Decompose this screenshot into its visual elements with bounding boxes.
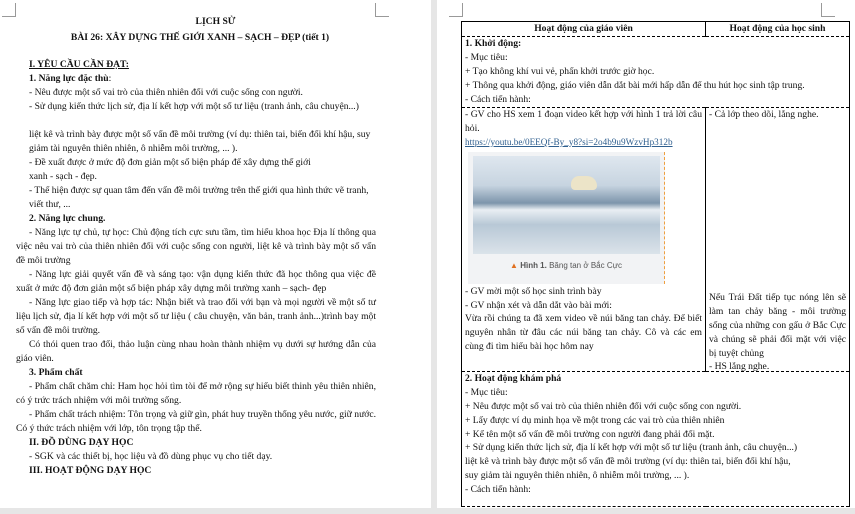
- paragraph: - Phẩm chất trách nhiệm: Tôn trọng và giữ gìn, phát huy truyền thống yêu nước, giữ nước. Có ý thức trách nhiệm với lớp, tôn trọng tập thể.: [16, 409, 376, 434]
- lesson-title: BÀI 26: XÂY DỰNG THẾ GIỚI XANH – SẠCH – ĐẸP (tiết 1): [70, 32, 330, 43]
- subheading: 3. Phẩm chất: [29, 367, 83, 378]
- header-teacher: Hoạt động của giáo viên: [462, 22, 706, 37]
- teacher-instruction: - GV mời một số học sinh trình bày: [465, 285, 602, 297]
- polar-bear-figure: [571, 176, 597, 190]
- list-item: suy giảm tài nguyên thiên nhiên, ô nhiễm môi trường, ... ).: [465, 470, 690, 482]
- paragraph: xanh - sạch - đẹp.: [29, 171, 97, 182]
- student-activity: - HS lắng nghe.: [709, 361, 770, 373]
- list-item: + Thông qua khởi động, giáo viên dẫn dắt bài mới hấp dẫn để thu hút học sinh tập trung.: [465, 79, 805, 91]
- triangle-icon: ▲: [510, 260, 518, 270]
- student-activity: - Cả lớp theo dõi, lắng nghe.: [709, 108, 819, 120]
- list-item: - Cách tiến hành:: [465, 93, 531, 105]
- video-link[interactable]: https://youtu.be/0EEQf-By_y8?si=2o4b9u9WzvHp312b: [465, 136, 673, 147]
- paragraph: - Năng lực tự chủ, tự học: Chủ động tích cực sưu tầm, tìm hiểu khoa học Địa lí thông qua việc nêu vai trò của thiên nhiên đối với cuộc sống con người, liệt kê và trình bày một số vấn đề môi trường: [16, 227, 376, 266]
- list-item: - Mục tiêu:: [465, 386, 508, 398]
- table-row: [462, 107, 850, 371]
- page-1: [0, 0, 431, 508]
- margin-mark: [449, 3, 463, 17]
- activity-title: 2. Hoạt động khám phá: [465, 372, 562, 384]
- section-heading: III. HOẠT ĐỘNG DẠY HỌC: [29, 465, 152, 476]
- list-item: + Tạo không khí vui vẻ, phấn khởi trước giờ học.: [465, 65, 655, 77]
- paragraph: - Sử dụng kiến thức lịch sử, địa lí kết hợp với một số tư liệu (tranh ảnh, câu chuyện...): [29, 101, 359, 112]
- subject-title: LỊCH SỬ: [195, 16, 236, 27]
- list-item: - Cách tiến hành:: [465, 484, 531, 496]
- subheading: 2. Năng lực chung.: [29, 213, 106, 224]
- polar-bear-image: [468, 152, 665, 284]
- table-header-row: [462, 22, 850, 37]
- paragraph: - Năng lực giải quyết vấn đề và sáng tạo: vận dụng kiến thức đã học thông qua việc đề xuất ở mức độ đơn giản một số biện pháp xây dựng môi trường xanh – sạch- đẹp: [16, 269, 376, 294]
- colon: :: [108, 73, 112, 84]
- paragraph: liệt kê và trình bày được một số vấn đề môi trường (ví dụ: thiên tai, biến đổi khí hậu, suy giảm tài nguyên thiên nhiên, ô nhiễm môi trường, ... ).: [29, 129, 371, 154]
- table-row: [462, 36, 850, 107]
- paragraph: - Đề xuất được ở mức độ đơn giản một số biện pháp để xây dựng thế giới: [29, 157, 311, 168]
- image-caption: ▲ Hình 1. Băng tan ở Bắc Cực: [510, 260, 622, 270]
- list-item: + Sử dụng kiến thức lịch sử, địa lí kết hợp với một số tư liệu (tranh ảnh, câu chuyện...): [465, 442, 798, 454]
- page-2: [437, 0, 855, 508]
- teacher-instruction: - GV cho HS xem 1 đoạn video kết hợp với hình 1 trả lời câu hỏi.: [465, 108, 702, 134]
- section-heading: I. YÊU CẦU CẦN ĐẠT:: [29, 59, 129, 70]
- subheading: 1. Năng lực đặc thù: [29, 73, 109, 84]
- teacher-instruction: - GV nhận xét và dẫn dắt vào bài mới:: [465, 299, 612, 311]
- list-item: - Mục tiêu:: [465, 51, 508, 63]
- paragraph: Có thói quen trao đổi, thảo luận cùng nhau hoàn thành nhiệm vụ dưới sự hướng dẫn của giáo viên.: [16, 339, 376, 364]
- list-item: + Kể tên một số vấn đề môi trường con người đang phải đối mặt.: [465, 428, 715, 440]
- table-row: [462, 371, 850, 506]
- section-heading: II. ĐỒ DÙNG DẠY HỌC: [29, 437, 134, 448]
- student-answer: Nếu Trái Đất tiếp tục nóng lên sẽ làm tan chảy băng - môi trường sống của những con gấu ở Bắc Cực và chúng sẽ phải đối mặt với việc bị tuyệt chủng: [709, 291, 846, 359]
- melting-ice-photo: [473, 156, 660, 254]
- list-item: liệt kê và trình bày được một số vấn đề môi trường (ví dụ: thiên tai, biến đổi khí hậu,: [465, 456, 791, 468]
- teacher-speech: Vừa rồi chúng ta đã xem video về núi băng tan chảy. Để biết nguyên nhân từ đâu các núi băng tan chảy. Cô và các em cùng đi tìm hiểu bài học hôm nay: [465, 313, 702, 353]
- paragraph: - Nêu được một số vai trò của thiên nhiên đối với cuộc sống con người.: [29, 87, 303, 98]
- list-item: + Lấy được ví dụ minh họa về một trong các vai trò của thiên nhiên: [465, 414, 725, 426]
- paragraph: - SGK và các thiết bị, học liệu và đồ dùng phục vụ cho tiết dạy.: [29, 451, 273, 462]
- paragraph: - Thể hiện được sự quan tâm đến vấn đề môi trường trên thế giới qua hình thức vẽ tranh, viết thư, ...: [29, 185, 369, 210]
- header-student: Hoạt động của học sinh: [706, 22, 850, 37]
- activity-title: 1. Khởi động:: [465, 37, 522, 49]
- lesson-activity-table: [461, 21, 850, 507]
- paragraph: - Phẩm chất chăm chỉ: Ham học hỏi tìm tòi để mở rộng sự hiểu biết thinh yêu thiên nhiên, có ý trức trách nhiệm với môi trường sống.: [16, 381, 376, 406]
- margin-mark: [821, 3, 835, 17]
- list-item: + Nêu được một số vai trò của thiên nhiên đối với cuộc sống con người.: [465, 400, 742, 412]
- paragraph: - Năng lực giao tiếp và hợp tác: Nhận biết và trao đổi với bạn và mọi người về một số tư liệu lịch sử, địa lí kết hợp với một số tư liệu ( câu chuyện, văn bản, tranh ảnh...)trình bay một số vấn đề môi trường.: [16, 297, 376, 336]
